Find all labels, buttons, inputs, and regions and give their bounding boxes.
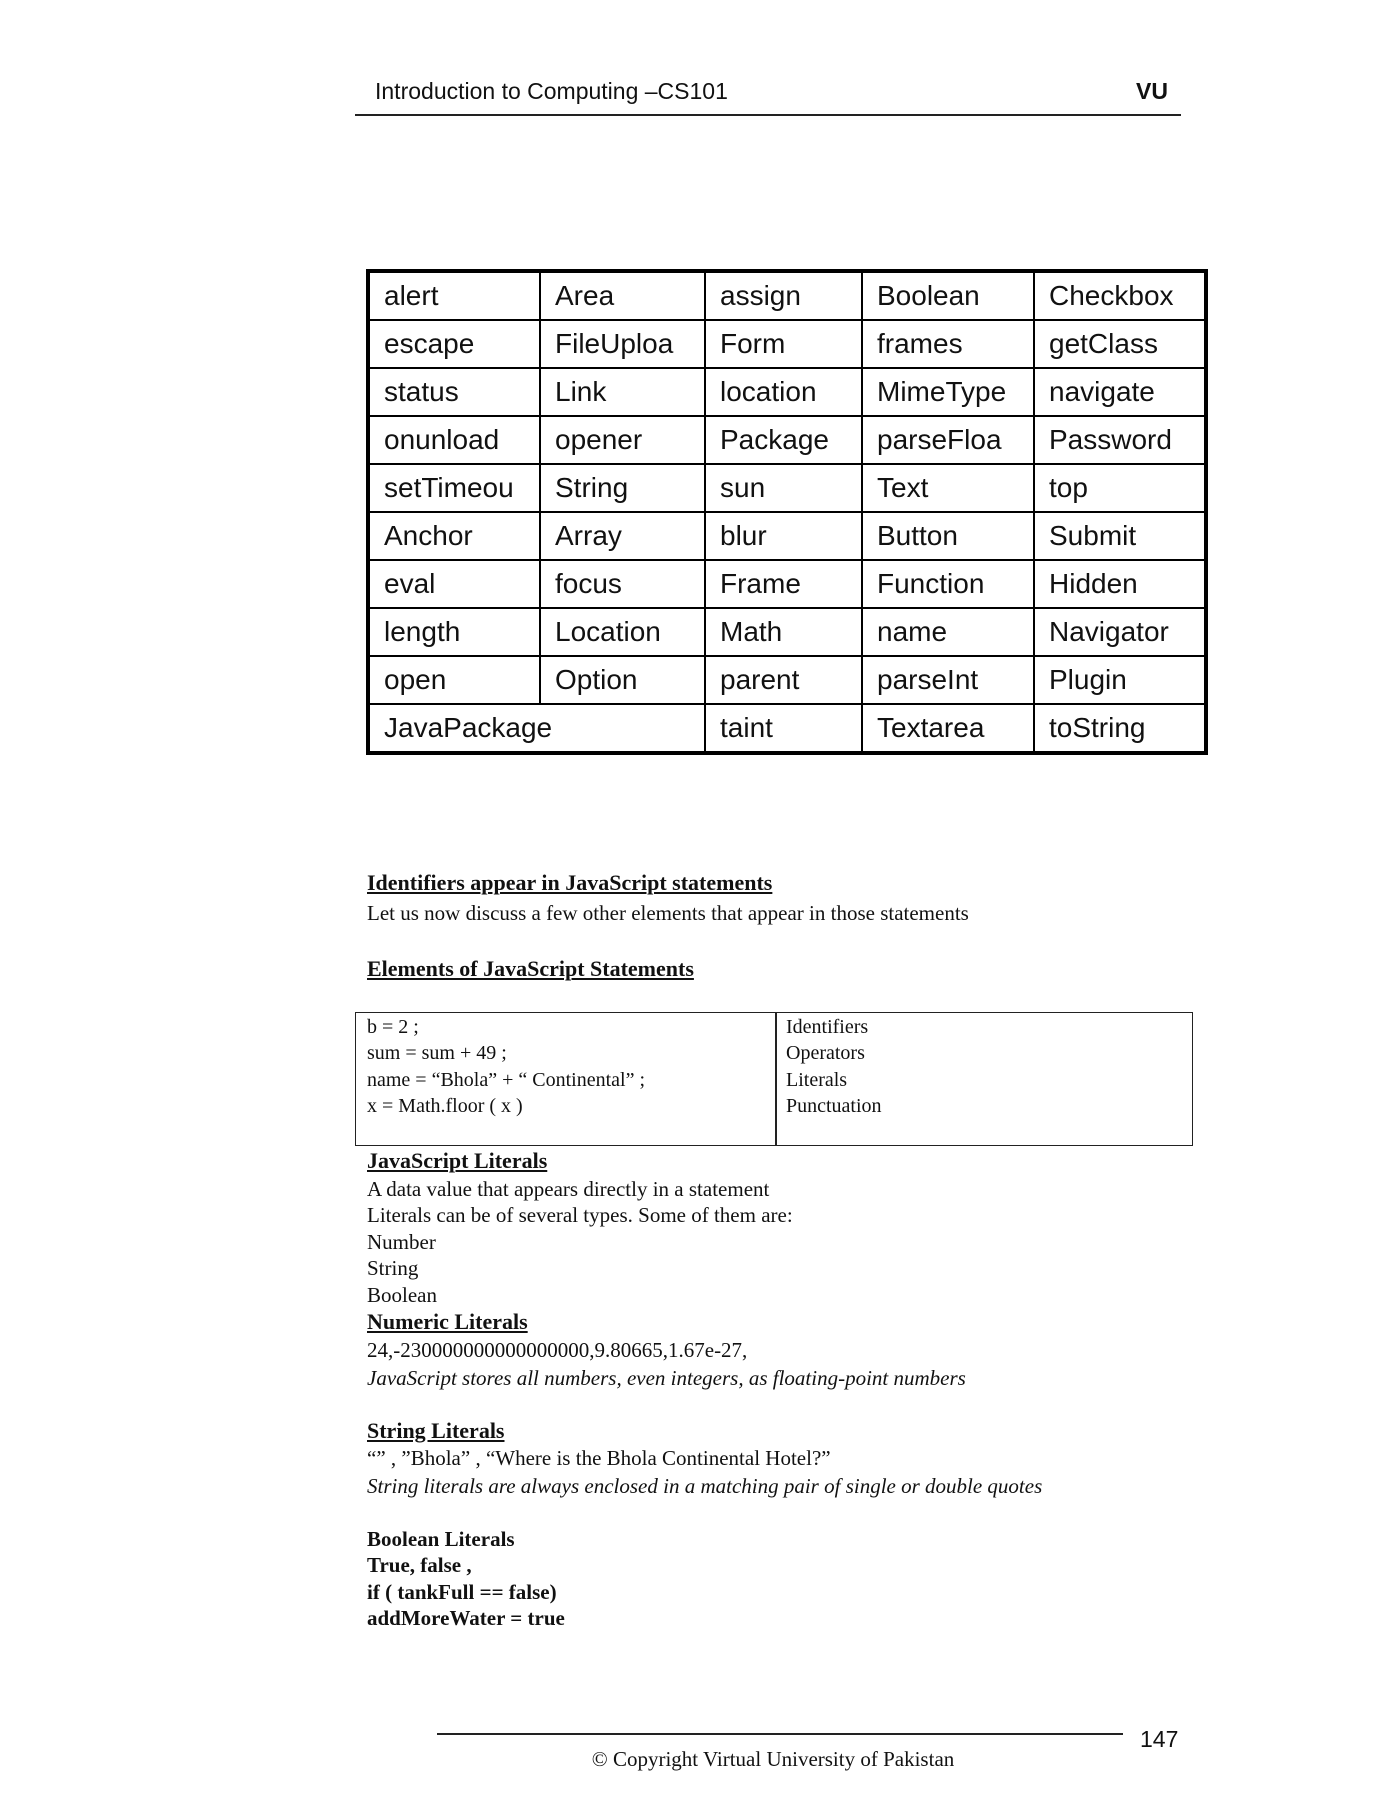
table-cell: Submit <box>1034 512 1206 560</box>
statement-line: name = “Bhola” + “ Continental” ; <box>367 1069 646 1091</box>
table-cell: eval <box>368 560 540 608</box>
table-cell: taint <box>705 704 862 753</box>
table-cell: Button <box>862 512 1034 560</box>
statement-line: sum = sum + 49 ; <box>367 1042 507 1064</box>
boolean-line: addMoreWater = true <box>367 1606 565 1630</box>
table-cell: getClass <box>1034 320 1206 368</box>
table-cell: focus <box>540 560 705 608</box>
table-cell: Form <box>705 320 862 368</box>
table-cell: String <box>540 464 705 512</box>
section-heading-identifiers: Identifiers appear in JavaScript statements <box>367 870 773 895</box>
table-cell: MimeType <box>862 368 1034 416</box>
table-row <box>368 512 1206 560</box>
table-cell: Location <box>540 608 705 656</box>
header-vu: VU <box>1136 78 1168 104</box>
element-type: Punctuation <box>786 1095 882 1117</box>
literals-line: Number <box>367 1230 436 1254</box>
table-cell: Link <box>540 368 705 416</box>
boolean-line: True, false , <box>367 1553 472 1577</box>
statement-line: b = 2 ; <box>367 1016 419 1038</box>
table-row <box>368 608 1206 656</box>
section-text: Let us now discuss a few other elements that appear in those statements <box>367 901 969 925</box>
statement-line: x = Math.floor ( x ) <box>367 1095 523 1117</box>
table-cell: parseInt <box>862 656 1034 704</box>
header-divider <box>355 114 1181 116</box>
table-cell: Frame <box>705 560 862 608</box>
table-cell: Hidden <box>1034 560 1206 608</box>
element-type: Identifiers <box>786 1016 869 1038</box>
table-cell: setTimeou <box>368 464 540 512</box>
table-cell: Textarea <box>862 704 1034 753</box>
table-cell: sun <box>705 464 862 512</box>
table-cell: name <box>862 608 1034 656</box>
page-number: 147 <box>1140 1726 1179 1752</box>
table-cell: blur <box>705 512 862 560</box>
table-cell: navigate <box>1034 368 1206 416</box>
string-example: “” , ”Bhola” , “Where is the Bhola Continental Hotel?” <box>367 1446 831 1470</box>
table-cell: parent <box>705 656 862 704</box>
table-cell: toString <box>1034 704 1206 753</box>
table-row <box>368 271 1206 320</box>
table-cell: status <box>368 368 540 416</box>
table-cell: Array <box>540 512 705 560</box>
table-cell: Anchor <box>368 512 540 560</box>
table-row <box>368 464 1206 512</box>
table-cell: Option <box>540 656 705 704</box>
header-title: Introduction to Computing –CS101 <box>375 78 728 104</box>
table-cell: Checkbox <box>1034 271 1206 320</box>
table-cell: parseFloa <box>862 416 1034 464</box>
table-cell: escape <box>368 320 540 368</box>
table-cell: Plugin <box>1034 656 1206 704</box>
literals-line: Literals can be of several types. Some of them are: <box>367 1203 793 1227</box>
table-cell: assign <box>705 271 862 320</box>
table-cell: Math <box>705 608 862 656</box>
section-heading-boolean: Boolean Literals <box>367 1527 515 1551</box>
footer-divider <box>437 1733 1123 1735</box>
table-cell: opener <box>540 416 705 464</box>
table-cell: Area <box>540 271 705 320</box>
table-row <box>368 560 1206 608</box>
elements-table-divider <box>775 1012 777 1146</box>
numeric-note: JavaScript stores all numbers, even integers, as floating-point numbers <box>367 1366 966 1390</box>
table-cell: open <box>368 656 540 704</box>
table-cell: Boolean <box>862 271 1034 320</box>
table-row <box>368 368 1206 416</box>
table-cell: location <box>705 368 862 416</box>
table-row <box>368 704 1206 753</box>
table-cell: Text <box>862 464 1034 512</box>
copyright: © Copyright Virtual University of Pakistan <box>591 1747 955 1771</box>
literals-line: A data value that appears directly in a statement <box>367 1177 770 1201</box>
table-cell: FileUploa <box>540 320 705 368</box>
table-cell: Navigator <box>1034 608 1206 656</box>
section-heading-string: String Literals <box>367 1418 505 1443</box>
element-type: Literals <box>786 1069 848 1091</box>
boolean-line: if ( tankFull == false) <box>367 1580 557 1604</box>
table-cell: frames <box>862 320 1034 368</box>
element-type: Operators <box>786 1042 865 1064</box>
numeric-example: 24,-230000000000000000,9.80665,1.67e-27, <box>367 1338 748 1362</box>
string-note: String literals are always enclosed in a matching pair of single or double quotes <box>367 1474 1043 1498</box>
section-heading-elements: Elements of JavaScript Statements <box>367 956 694 981</box>
table-cell: Package <box>705 416 862 464</box>
literals-line: Boolean <box>367 1283 437 1307</box>
table-cell: onunload <box>368 416 540 464</box>
table-cell: length <box>368 608 540 656</box>
table-cell: Password <box>1034 416 1206 464</box>
literals-line: String <box>367 1256 419 1280</box>
table-cell: top <box>1034 464 1206 512</box>
table-cell: alert <box>368 271 540 320</box>
keywords-table <box>366 269 1208 755</box>
table-row <box>368 416 1206 464</box>
table-cell: JavaPackage <box>368 704 705 753</box>
table-row <box>368 320 1206 368</box>
section-heading-literals: JavaScript Literals <box>367 1148 548 1173</box>
table-cell: Function <box>862 560 1034 608</box>
table-row <box>368 656 1206 704</box>
section-heading-numeric: Numeric Literals <box>367 1309 528 1334</box>
